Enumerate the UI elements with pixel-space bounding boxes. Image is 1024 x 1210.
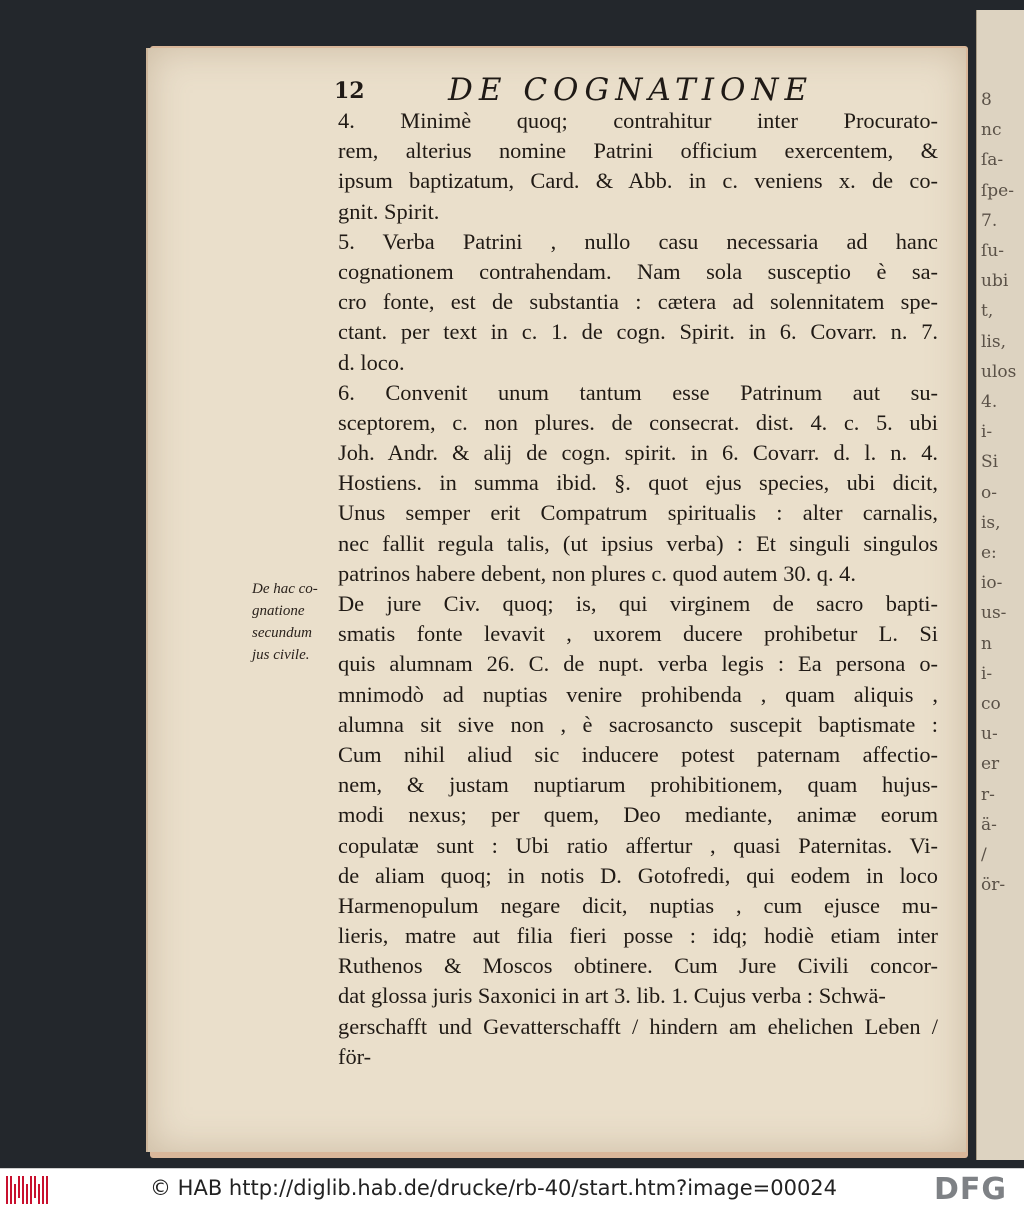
margin-note-line: secundum bbox=[252, 625, 312, 641]
adjacent-page-fragment: r- bbox=[981, 784, 995, 805]
margin-note-line: gnatione bbox=[252, 603, 305, 619]
adjacent-page-fragment: 4. bbox=[981, 392, 998, 412]
adjacent-page-fragment: i- bbox=[981, 663, 993, 684]
adjacent-page-fragment: ſu- bbox=[981, 241, 1004, 261]
text-line: d. loco. bbox=[338, 349, 405, 375]
text-line: smatis fonte levavit , uxorem ducere prohibetur L. Si bbox=[338, 621, 938, 647]
adjacent-page-fragment: ulos bbox=[981, 361, 1017, 382]
text-line: nem, & justam nuptiarum prohibitionem, quam hujus- bbox=[338, 772, 938, 798]
adjacent-page-strip bbox=[976, 10, 1024, 1160]
adjacent-page-fragment: i- bbox=[981, 422, 993, 443]
text-line: 5. Verba Patrini , nullo casu necessaria ad hanc bbox=[338, 228, 938, 254]
text-line: ipsum baptizatum, Card. & Abb. in c. veniens x. de co- bbox=[338, 168, 938, 194]
text-line: rem, alterius nomine Patrini officium exercentem, & bbox=[338, 138, 938, 164]
adjacent-page-fragment: ör- bbox=[981, 875, 1006, 896]
text-line: för- bbox=[338, 1043, 372, 1069]
page-number: 12 bbox=[334, 78, 365, 104]
text-line: quis alumnam 26. C. de nupt. verba legis : Ea persona o- bbox=[338, 651, 938, 677]
adjacent-page-fragment: 7. bbox=[981, 210, 998, 231]
text-line: alumna sit sive non , è sacrosancto suscepit baptismate : bbox=[338, 711, 938, 737]
text-line: nec fallit regula talis, (ut ipsius verba) : Et singuli singulos bbox=[338, 530, 938, 556]
text-line: ctant. per text in c. 1. de cogn. Spirit. in 6. Covarr. n. 7. bbox=[338, 319, 938, 345]
text-line: Hostiens. in summa ibid. §. quot ejus species, ubi dicit, bbox=[338, 470, 938, 496]
adjacent-page-fragment: er bbox=[981, 754, 1000, 775]
adjacent-page-fragment: o- bbox=[981, 482, 997, 503]
text-line: Harmenopulum negare dicit, nuptias , cum ejusce mu- bbox=[338, 892, 938, 918]
text-line: Unus semper erit Compatrum spiritualis : alter carnalis, bbox=[338, 500, 938, 526]
text-line: copulatæ sunt : Ubi ratio affertur , quasi Paternitas. Vi- bbox=[338, 832, 938, 858]
text-line: patrinos habere debent, non plures c. quod autem 30. q. 4. bbox=[338, 560, 856, 586]
margin-note-line: De hac co- bbox=[252, 581, 318, 597]
text-line: dat glossa juris Saxonici in art 3. lib. 1. Cujus verba : Schwä- bbox=[338, 983, 886, 1009]
text-line: gerschafft und Gevatterschafft / hindern am ehelichen Leben / bbox=[338, 1013, 938, 1039]
adjacent-page-fragment: ä- bbox=[981, 814, 997, 835]
adjacent-page-fragment: nc bbox=[981, 120, 1002, 141]
text-line: lieris, matre aut filia fieri posse : idq; hodiè etiam inter bbox=[338, 923, 938, 949]
text-line: gnit. Spirit. bbox=[338, 198, 440, 224]
viewer-footer bbox=[0, 1168, 1024, 1210]
dfg-logo: DFG bbox=[934, 1172, 1008, 1207]
adjacent-page-fragment: ſa- bbox=[981, 150, 1004, 171]
text-line: cognationem contrahendam. Nam sola susceptio è sa- bbox=[338, 258, 938, 284]
adjacent-page-fragment: e: bbox=[981, 543, 997, 563]
text-line: Ruthenos & Moscos obtinere. Cum Jure Civili concor- bbox=[338, 953, 938, 979]
book-page bbox=[146, 48, 966, 1152]
text-line: cro fonte, est de substantia : cætera ad solennitatem spe- bbox=[338, 289, 938, 315]
text-line: de aliam quoq; in notis D. Gotofredi, qui eodem in loco bbox=[338, 862, 938, 888]
text-line: mnimodò ad nuptias venire prohibenda , quam aliquis , bbox=[338, 681, 938, 707]
adjacent-page-fragment: / bbox=[981, 845, 987, 865]
adjacent-page-fragment: Si bbox=[981, 452, 999, 473]
text-line: 6. Convenit unum tantum esse Patrinum aut su- bbox=[338, 379, 938, 405]
text-line: 4. Minimè quoq; contrahitur inter Procurato- bbox=[338, 108, 938, 133]
body-text bbox=[338, 106, 938, 1072]
text-line: sceptorem, c. non plures. de consecrat. dist. 4. c. 5. ubi bbox=[338, 409, 938, 435]
adjacent-page-fragment: t, bbox=[981, 301, 994, 322]
margin-note-line: jus civile. bbox=[252, 647, 310, 663]
hab-barcode-icon bbox=[6, 1176, 48, 1204]
adjacent-page-fragment: ſpe- bbox=[981, 180, 1014, 201]
adjacent-page-fragment: is, bbox=[981, 512, 1001, 533]
adjacent-page-fragment: co bbox=[981, 694, 1001, 714]
source-link[interactable]: © HAB http://diglib.hab.de/drucke/rb-40/start.htm?image=00024 bbox=[150, 1176, 838, 1200]
text-line: modi nexus; per quem, Deo mediante, animæ eorum bbox=[338, 802, 938, 828]
adjacent-page-fragment: lis, bbox=[981, 331, 1007, 352]
margin-note bbox=[252, 578, 338, 666]
text-line: Joh. Andr. & alij de cogn. spirit. in 6. Covarr. d. l. n. 4. bbox=[338, 440, 938, 466]
running-title: DE COGNATIONE bbox=[448, 72, 814, 108]
adjacent-page-fragment: ubi bbox=[981, 271, 1009, 292]
adjacent-page-fragment: io- bbox=[981, 573, 1003, 594]
adjacent-page-fragment: 8 bbox=[981, 90, 992, 110]
adjacent-page-fragment: u- bbox=[981, 724, 998, 745]
text-line: Cum nihil aliud sic inducere potest paternam affectio- bbox=[338, 741, 938, 767]
text-line: De jure Civ. quoq; is, qui virginem de sacro bapti- bbox=[338, 591, 938, 616]
adjacent-page-fragment: us- bbox=[981, 603, 1007, 624]
adjacent-page-fragment: n bbox=[981, 633, 992, 654]
